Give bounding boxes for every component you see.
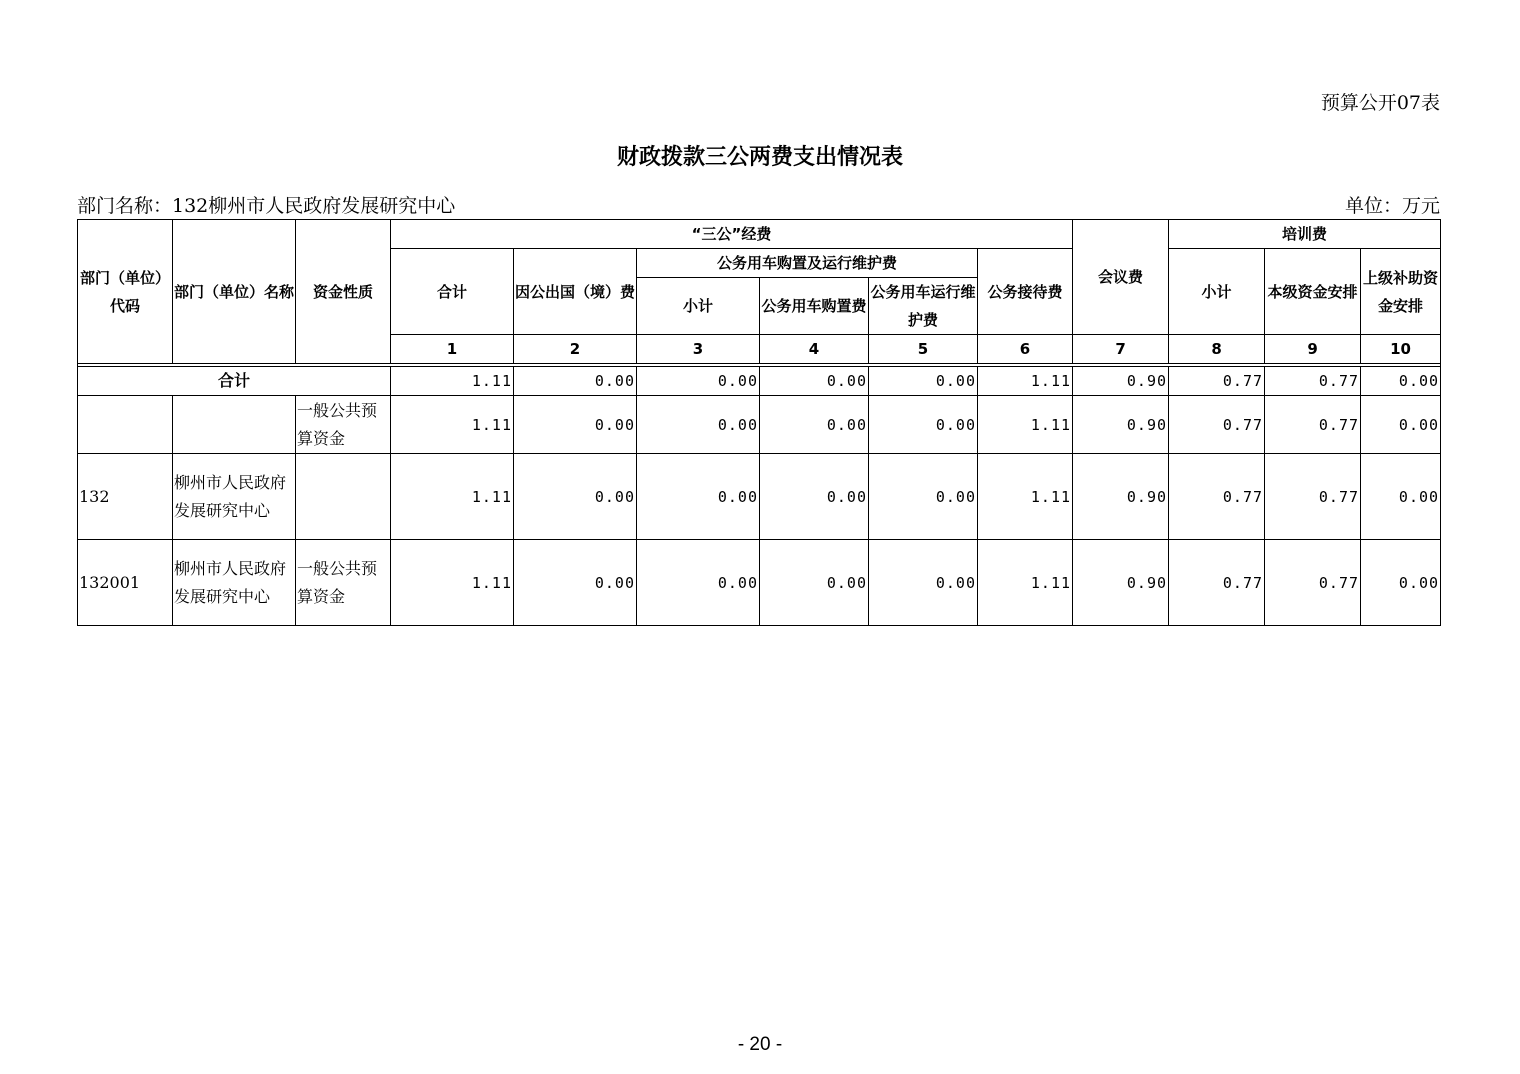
cell-value: 0.90	[1073, 396, 1169, 454]
table-row	[78, 396, 1441, 454]
cell-value: 0.77	[1169, 454, 1265, 540]
cell-name: 柳州市人民政府发展研究中心	[173, 540, 296, 626]
cell-value: 0.00	[760, 540, 869, 626]
col-number: 6	[978, 335, 1073, 364]
header-meeting: 会议费	[1073, 220, 1169, 335]
header-vehicle-purchase: 公务用车购置费	[760, 278, 869, 335]
department-label: 部门名称：132柳州市人民政府发展研究中心	[77, 195, 456, 217]
cell-value: 1.11	[391, 367, 514, 396]
header-total: 合计	[391, 249, 514, 335]
cell-value: 0.00	[1361, 367, 1441, 396]
cell-value: 0.90	[1073, 367, 1169, 396]
cell-value: 0.90	[1073, 540, 1169, 626]
cell-value: 0.00	[760, 367, 869, 396]
cell-value: 0.90	[1073, 454, 1169, 540]
cell-value: 0.77	[1265, 367, 1361, 396]
cell-value: 0.00	[514, 540, 637, 626]
cell-value: 1.11	[391, 396, 514, 454]
cell-value: 0.00	[760, 454, 869, 540]
cell-value: 1.11	[978, 454, 1073, 540]
header-training-local: 本级资金安排	[1265, 249, 1361, 335]
form-number: 预算公开07表	[1320, 92, 1440, 114]
cell-value: 1.11	[391, 540, 514, 626]
header-training-subtotal: 小计	[1169, 249, 1265, 335]
cell-value: 0.00	[1361, 396, 1441, 454]
cell-value: 0.00	[637, 367, 760, 396]
cell-value: 0.77	[1265, 540, 1361, 626]
header-training: 培训费	[1169, 220, 1441, 249]
col-number: 3	[637, 335, 760, 364]
page-number: - 20 -	[737, 1034, 783, 1055]
cell-fund: 一般公共预算资金	[296, 540, 391, 626]
header-vehicle: 公务用车购置及运行维护费	[637, 249, 978, 278]
cell-value: 0.00	[869, 367, 978, 396]
col-number: 9	[1265, 335, 1361, 364]
cell-value: 0.77	[1169, 540, 1265, 626]
cell-value: 1.11	[978, 367, 1073, 396]
unit-label: 单位：万元	[1344, 195, 1440, 217]
table-row	[78, 540, 1441, 626]
expenditure-table	[77, 219, 1441, 626]
page-title: 财政拨款三公两费支出情况表	[616, 145, 903, 170]
cell-value: 0.77	[1169, 367, 1265, 396]
col-number: 1	[391, 335, 514, 364]
cell-value: 0.00	[760, 396, 869, 454]
cell-value: 0.00	[869, 540, 978, 626]
cell-code	[78, 396, 173, 454]
col-number: 8	[1169, 335, 1265, 364]
total-label: 合计	[78, 367, 391, 396]
header-sangong: “三公”经费	[391, 220, 1073, 249]
header-reception: 公务接待费	[978, 249, 1073, 335]
cell-value: 0.00	[637, 396, 760, 454]
cell-value: 0.00	[1361, 540, 1441, 626]
col-number: 7	[1073, 335, 1169, 364]
cell-value: 1.11	[978, 396, 1073, 454]
header-vehicle-subtotal: 小计	[637, 278, 760, 335]
cell-value: 0.00	[514, 367, 637, 396]
cell-value: 0.00	[869, 454, 978, 540]
cell-code: 132001	[78, 540, 173, 626]
cell-value: 0.00	[637, 454, 760, 540]
cell-name: 柳州市人民政府发展研究中心	[173, 454, 296, 540]
header-vehicle-maintenance: 公务用车运行维护费	[869, 278, 978, 335]
header-fund-type: 资金性质	[296, 220, 391, 364]
cell-value: 0.00	[637, 540, 760, 626]
col-number: 10	[1361, 335, 1441, 364]
cell-value: 0.77	[1265, 454, 1361, 540]
header-dept-code: 部门（单位）代码	[78, 220, 173, 364]
col-number: 2	[514, 335, 637, 364]
col-number: 4	[760, 335, 869, 364]
cell-value: 1.11	[391, 454, 514, 540]
cell-value: 0.00	[869, 396, 978, 454]
total-row	[78, 367, 1441, 396]
header-training-upper: 上级补助资金安排	[1361, 249, 1441, 335]
header-abroad: 因公出国（境）费	[514, 249, 637, 335]
cell-value: 0.00	[1361, 454, 1441, 540]
cell-fund: 一般公共预算资金	[296, 396, 391, 454]
cell-value: 0.00	[514, 396, 637, 454]
cell-value: 1.11	[978, 540, 1073, 626]
col-number: 5	[869, 335, 978, 364]
table-row	[78, 454, 1441, 540]
cell-value: 0.77	[1169, 396, 1265, 454]
header-dept-name: 部门（单位）名称	[173, 220, 296, 364]
cell-fund	[296, 454, 391, 540]
cell-value: 0.00	[514, 454, 637, 540]
cell-name	[173, 396, 296, 454]
cell-code: 132	[78, 454, 173, 540]
cell-value: 0.77	[1265, 396, 1361, 454]
